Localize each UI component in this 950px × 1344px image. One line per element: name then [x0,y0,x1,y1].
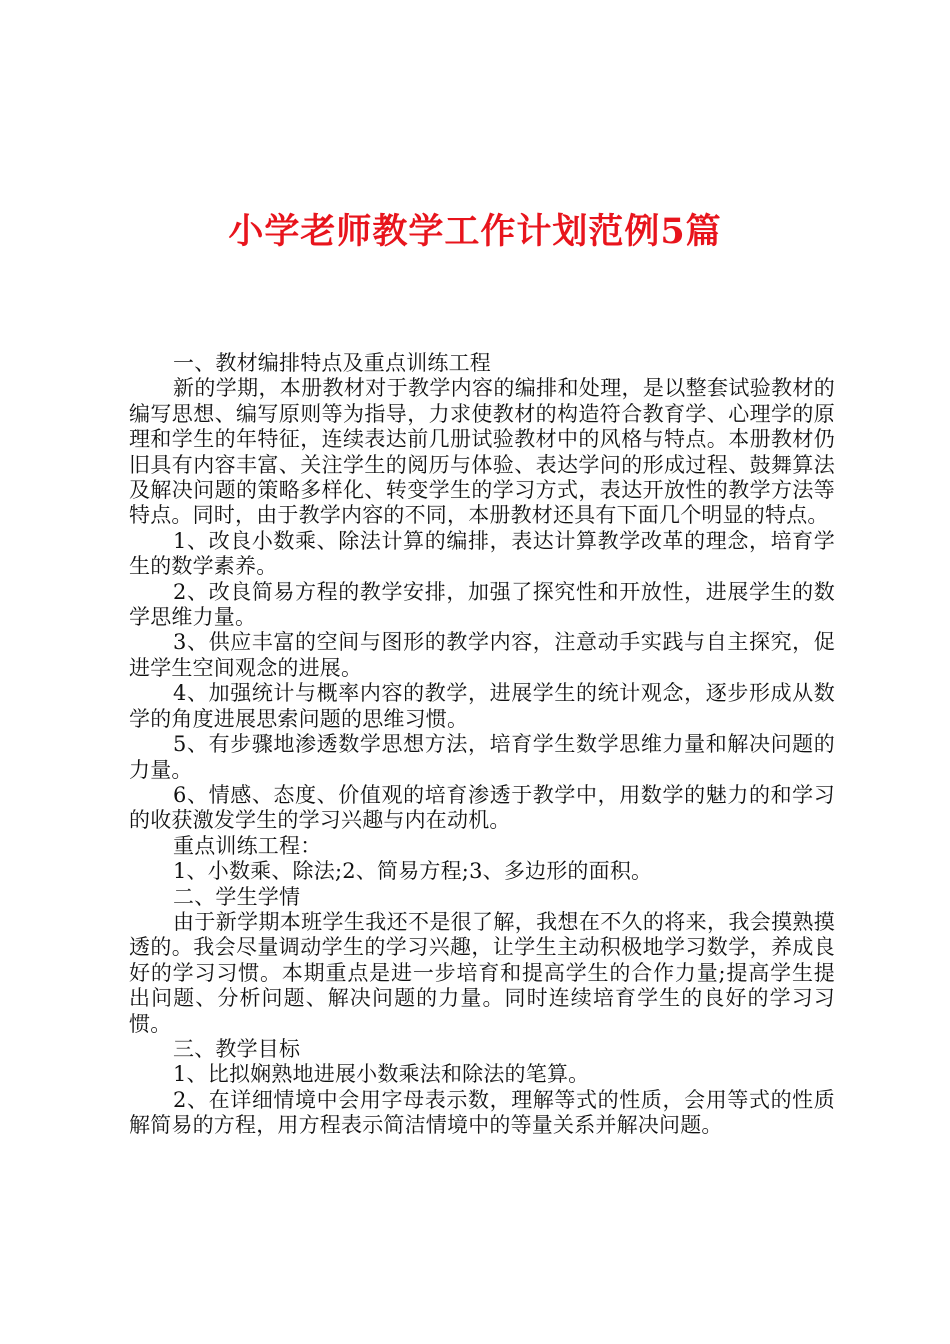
list-item-1: 1、改良小数乘、除法计算的编排，表达计算教学改革的理念，培育学生的数学素养。 [129,528,835,579]
document-title: 小学老师教学工作计划范例5篇 [228,211,722,252]
key-training-items: 1、小数乘、除法;2、简易方程;3、多边形的面积。 [173,859,653,884]
goal-item-2: 2、在详细情境中会用字母表示数，理解等式的性质，会用等式的性质解简易的方程，用方程表示简洁情境中的等量关系并解决问题。 [129,1087,835,1138]
list-item-3: 3、供应丰富的空间与图形的教学内容，注意动手实践与自主探究，促进学生空间观念的进展。 [129,630,835,680]
list-item-5: 5、有步骤地渗透数学思想方法，培育学生数学思维力量和解决问题的力量。 [129,732,835,782]
document-body [129,351,835,1139]
list-item-4: 4、加强统计与概率内容的教学，进展学生的统计观念，逐步形成从数学的角度进展思索问题的思维习惯。 [129,681,835,731]
section-heading-students: 二、学生学情 [173,884,301,909]
list-item-2: 2、改良简易方程的教学安排，加强了探究性和开放性，进展学生的数学思维力量。 [129,579,835,630]
section-heading-goals: 三、教学目标 [173,1036,301,1061]
section-heading-materials: 一、教材编排特点及重点训练工程 [173,351,491,375]
key-training-heading: 重点训练工程： [173,833,322,858]
paragraph-students: 由于新学期本班学生我还不是很了解，我想在不久的将来，我会摸熟摸透的。我会尽量调动学生的学习兴趣，让学生主动积极地学习数学，养成良好的学习习惯。本期重点是进一步培育和提高学生的合作力量;提高学生提出问题、分析问题、解决问题的力量。同时连续培育学生的良好的学习习惯。 [129,909,835,1036]
paragraph-intro: 新的学期，本册教材对于教学内容的编排和处理，是以整套试验教材的编写思想、编写原则等为指导，力求使教材的构造符合教育学、心理学的原理和学生的年特征，连续表达前几册试验教材中的风格与特点。本册教材仍旧具有内容丰富、关注学生的阅历与体验、表达学问的形成过程、鼓舞算法及解决问题的策略多样化、转变学生的学习方式，表达开放性的教学方法等特点。同时，由于教学内容的不同，本册教材还具有下面几个明显的特点。 [129,376,835,528]
goal-item-1: 1、比拟娴熟地进展小数乘法和除法的笔算。 [173,1062,590,1087]
list-item-6: 6、情感、态度、价值观的培育渗透于教学中，用数学的魅力的和学习的收获激发学生的学习兴趣与内在动机。 [129,782,835,833]
